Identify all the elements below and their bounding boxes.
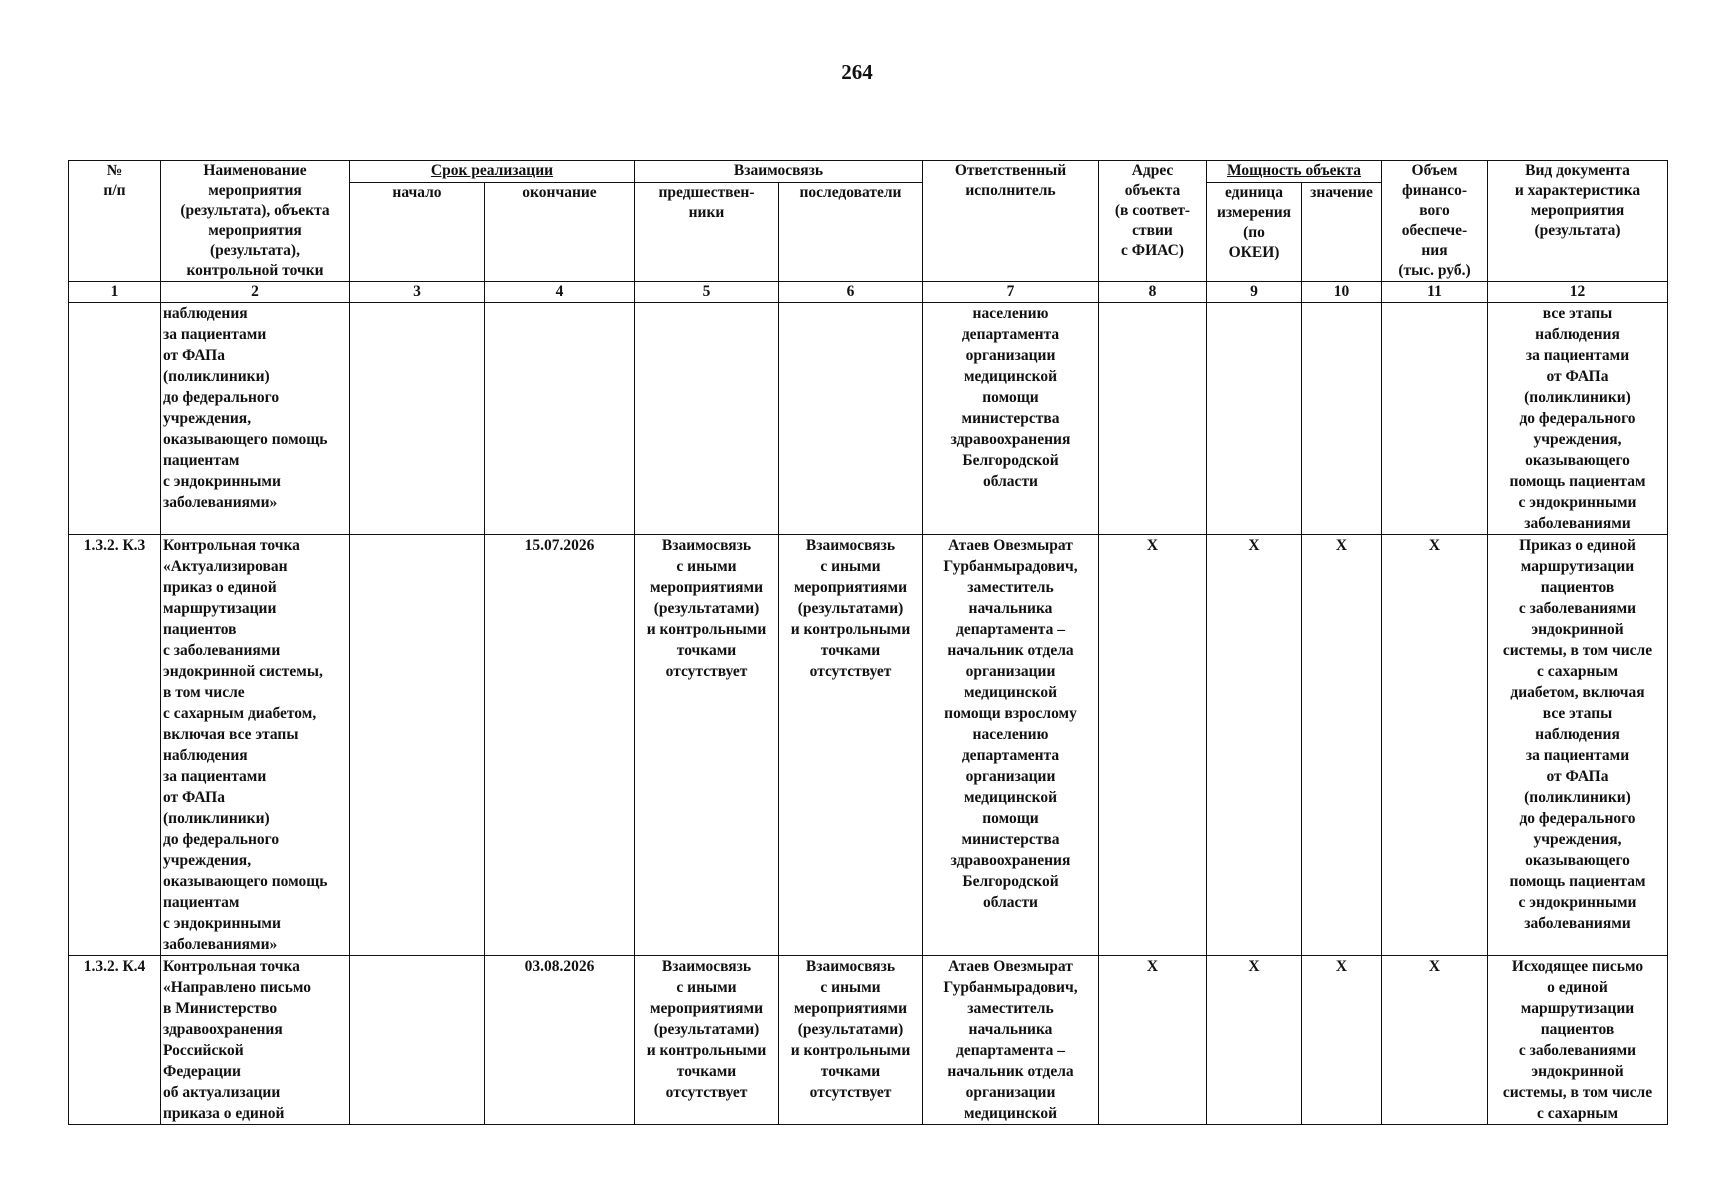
header-address: Адрес объекта (в соответ- ствии с ФИАС) [1099, 161, 1207, 282]
header-start: начало [350, 183, 485, 282]
cell-financing [1382, 303, 1488, 535]
header-end: окончание [485, 183, 635, 282]
cell-predecessors: Взаимосвязь с иными мероприятиями (результатами) и контрольными точками отсутствует [635, 956, 779, 1125]
cell-name: Контрольная точка «Направлено письмо в Министерство здравоохранения Российской Федерации об актуализации приказа о единой [161, 956, 350, 1125]
header-term-group: Срок реализации [350, 161, 635, 183]
header-link-group: Взаимосвязь [635, 161, 923, 183]
column-number: 5 [635, 282, 779, 303]
cell-end: 15.07.2026 [485, 535, 635, 956]
cell-financing: Х [1382, 535, 1488, 956]
cell-no: 1.3.2. К.3 [69, 535, 161, 956]
cell-start [350, 535, 485, 956]
cell-end: 03.08.2026 [485, 956, 635, 1125]
cell-successors [779, 303, 923, 535]
header-predecessors: предшествен- ники [635, 183, 779, 282]
cell-value: Х [1302, 956, 1382, 1125]
cell-financing: Х [1382, 956, 1488, 1125]
cell-responsible: Атаев Овезмырат Гурбанмырадович, заместитель начальника департамента – начальник отдела организации медицинской [923, 956, 1099, 1125]
cell-predecessors: Взаимосвязь с иными мероприятиями (результатами) и контрольными точками отсутствует [635, 535, 779, 956]
column-number: 12 [1488, 282, 1668, 303]
column-number-row [69, 282, 1668, 303]
cell-name: Контрольная точка «Актуализирован приказ о единой маршрутизации пациентов с заболеваниями эндокринной системы, в том числе с сахарным диабетом, включая все этапы наблюдения за пациентами от ФАПа (поликлиники) до федерального учреждения, оказывающего помощь пациентам с эндокринными заболеваниями» [161, 535, 350, 956]
column-number: 3 [350, 282, 485, 303]
plan-table [68, 160, 1668, 1125]
page-number: 264 [841, 60, 873, 84]
cell-successors: Взаимосвязь с иными мероприятиями (результатами) и контрольными точками отсутствует [779, 956, 923, 1125]
cell-document: Приказ о единой маршрутизации пациентов с заболеваниями эндокринной системы, в том числе с сахарным диабетом, включая все этапы наблюдения за пациентами от ФАПа (поликлиники) до федерального учреждения, оказывающего помощь пациентам с эндокринными заболеваниями [1488, 535, 1668, 956]
cell-unit: Х [1207, 535, 1302, 956]
cell-responsible: населению департамента организации медицинской помощи министерства здравоохранения Белгородской области [923, 303, 1099, 535]
header-no: № п/п [69, 161, 161, 282]
header-value: значение [1302, 183, 1382, 282]
cell-value [1302, 303, 1382, 535]
column-number: 2 [161, 282, 350, 303]
column-number: 4 [485, 282, 635, 303]
header-responsible: Ответственный исполнитель [923, 161, 1099, 282]
cell-responsible: Атаев Овезмырат Гурбанмырадович, заместитель начальника департамента – начальник отдела организации медицинской помощи взрослому населению департамента организации медицинской помощи министерства здравоохранения Белгородской области [923, 535, 1099, 956]
cell-address [1099, 303, 1207, 535]
column-number: 11 [1382, 282, 1488, 303]
cell-predecessors [635, 303, 779, 535]
column-number: 8 [1099, 282, 1207, 303]
cell-address: Х [1099, 535, 1207, 956]
column-number: 1 [69, 282, 161, 303]
cell-start [350, 303, 485, 535]
header-power-group: Мощность объекта [1207, 161, 1382, 183]
header-document: Вид документа и характеристика мероприятия (результата) [1488, 161, 1668, 282]
header-unit: единица измерения (по ОКЕИ) [1207, 183, 1302, 282]
cell-unit: Х [1207, 956, 1302, 1125]
cell-document: Исходящее письмо о единой маршрутизации пациентов с заболеваниями эндокринной системы, в том числе с сахарным [1488, 956, 1668, 1125]
cell-end [485, 303, 635, 535]
cell-name: наблюдения за пациентами от ФАПа (поликлиники) до федерального учреждения, оказывающего помощь пациентам с эндокринными заболеваниями» [161, 303, 350, 535]
column-number: 9 [1207, 282, 1302, 303]
table-row [69, 303, 1668, 535]
column-number: 6 [779, 282, 923, 303]
header-successors: последователи [779, 183, 923, 282]
cell-no: 1.3.2. К.4 [69, 956, 161, 1125]
cell-unit [1207, 303, 1302, 535]
column-number: 10 [1302, 282, 1382, 303]
table-row [69, 535, 1668, 956]
cell-start [350, 956, 485, 1125]
cell-no [69, 303, 161, 535]
header-financing: Объем финансо- вого обеспече- ния (тыс. руб.) [1382, 161, 1488, 282]
cell-address: Х [1099, 956, 1207, 1125]
cell-document: все этапы наблюдения за пациентами от ФАПа (поликлиники) до федерального учреждения, оказывающего помощь пациентам с эндокринными заболеваниями [1488, 303, 1668, 535]
column-number: 7 [923, 282, 1099, 303]
cell-value: Х [1302, 535, 1382, 956]
cell-successors: Взаимосвязь с иными мероприятиями (результатами) и контрольными точками отсутствует [779, 535, 923, 956]
table-row [69, 956, 1668, 1125]
header-name: Наименование мероприятия (результата), объекта мероприятия (результата), контрольной точки [161, 161, 350, 282]
